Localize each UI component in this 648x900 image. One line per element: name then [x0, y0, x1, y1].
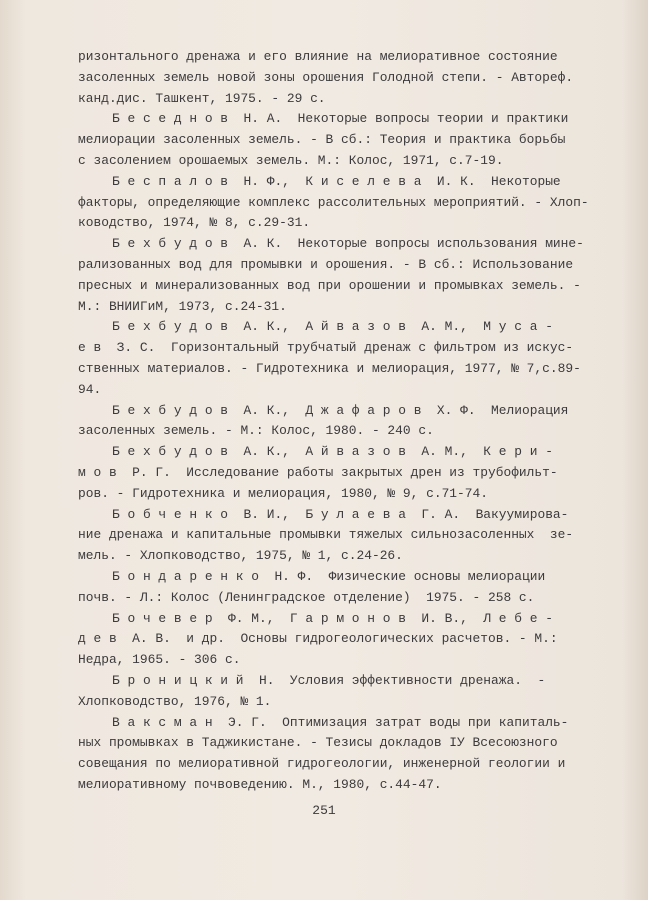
bibliography-line: мель. - Хлопководство, 1975, № 1, с.24-26. — [78, 548, 403, 564]
bibliography-line: засоленных земель. - М.: Колос, 1980. - 240 с. — [78, 423, 434, 439]
bibliography-line: ководство, 1974, № 8, с.29-31. — [78, 215, 311, 231]
bibliography-entry-start: Б е с е д н о в Н. А. Некоторые вопросы теории и практики — [112, 111, 569, 127]
bibliography-entry-start: Б е х б у д о в А. К. Некоторые вопросы использования мине- — [112, 236, 584, 252]
bibliography-entry-start: Б о ч е в е р Ф. М., Г а р м о н о в И. В., Л е б е - — [112, 610, 553, 626]
bibliography-line: пресных и минерализованных вод при орошении и промывках земель. - — [78, 277, 581, 293]
bibliography-entry-start: Б р о н и ц к и й Н. Условия эффективности дренажа. - — [112, 672, 546, 688]
bibliography-line: с засолением орошаемых земель. М.: Колос, 1971, с.7-19. — [78, 152, 504, 168]
bibliography-line: ров. - Гидротехника и мелиорация, 1980, № 9, с.71-74. — [78, 485, 488, 501]
bibliography-line: мелиоративному почвоведению. М., 1980, с.44-47. — [78, 776, 442, 792]
bibliography-line: ственных материалов. - Гидротехника и мелиорация, 1977, № 7,с.89- — [78, 360, 581, 376]
bibliography-line: 94. — [78, 381, 102, 397]
bibliography-line: ние дренажа и капитальные промывки тяжелых сильнозасоленных зе- — [78, 527, 574, 543]
bibliography-line: совещания по мелиоративной гидрогеологии, инженерной геологии и — [78, 756, 566, 772]
bibliography-entry-start: Б о н д а р е н к о Н. Ф. Физические основы мелиорации — [112, 568, 546, 584]
bibliography-line: канд.дис. Ташкент, 1975. - 29 с. — [78, 90, 326, 106]
bibliography-line: Недра, 1965. - 306 с. — [78, 652, 241, 668]
bibliography-entry-start: Б е х б у д о в А. К., А й в а з о в А. М., К е р и - — [112, 444, 553, 460]
bibliography-entry-start: Б о б ч е н к о В. И., Б у л а е в а Г. А. Вакуумирова- — [112, 506, 569, 522]
bibliography-entry-start: Б е х б у д о в А. К., Д ж а ф а р о в Х. Ф. Мелиорация — [112, 402, 569, 418]
bibliography-line: мелиорации засоленных земель. - В сб.: Теория и практика борьбы — [78, 132, 566, 148]
bibliography-line: факторы, определяющие комплекс рассолительных мероприятий. - Хлоп- — [78, 194, 589, 210]
bibliography-entry-start: Б е с п а л о в Н. Ф., К и с е л е в а И. К. Некоторые — [112, 173, 561, 189]
bibliography-text — [78, 47, 618, 796]
bibliography-entry-start: Б е х б у д о в А. К., А й в а з о в А. М., М у с а - — [112, 319, 553, 335]
page-number: 251 — [312, 803, 336, 818]
bibliography-entry-start: В а к с м а н Э. Г. Оптимизация затрат воды при капиталь- — [112, 714, 569, 730]
bibliography-line: рализованных вод для промывки и орошения. - В сб.: Использование — [78, 256, 574, 272]
bibliography-line: ных промывках в Таджикистане. - Тезисы докладов IУ Всесоюзного — [78, 735, 558, 751]
bibliography-line: почв. - Л.: Колос (Ленинградское отделение) 1975. - 258 с. — [78, 589, 535, 605]
bibliography-line: д е в А. В. и др. Основы гидрогеологических расчетов. - М.: — [78, 631, 558, 647]
bibliography-line: засоленных земель новой зоны орошения Голодной степи. - Автореф. — [78, 69, 574, 85]
bibliography-line: М.: ВНИИГиМ, 1973, с.24-31. — [78, 298, 287, 314]
bibliography-line: ризонтального дренажа и его влияние на мелиоративное состояние — [78, 49, 558, 64]
bibliography-line: м о в Р. Г. Исследование работы закрытых дрен из трубофильт- — [78, 464, 558, 480]
bibliography-line: Хлопководство, 1976, № 1. — [78, 693, 272, 709]
bibliography-line: е в З. С. Горизонтальный трубчатый дренаж с фильтром из искус- — [78, 340, 574, 356]
